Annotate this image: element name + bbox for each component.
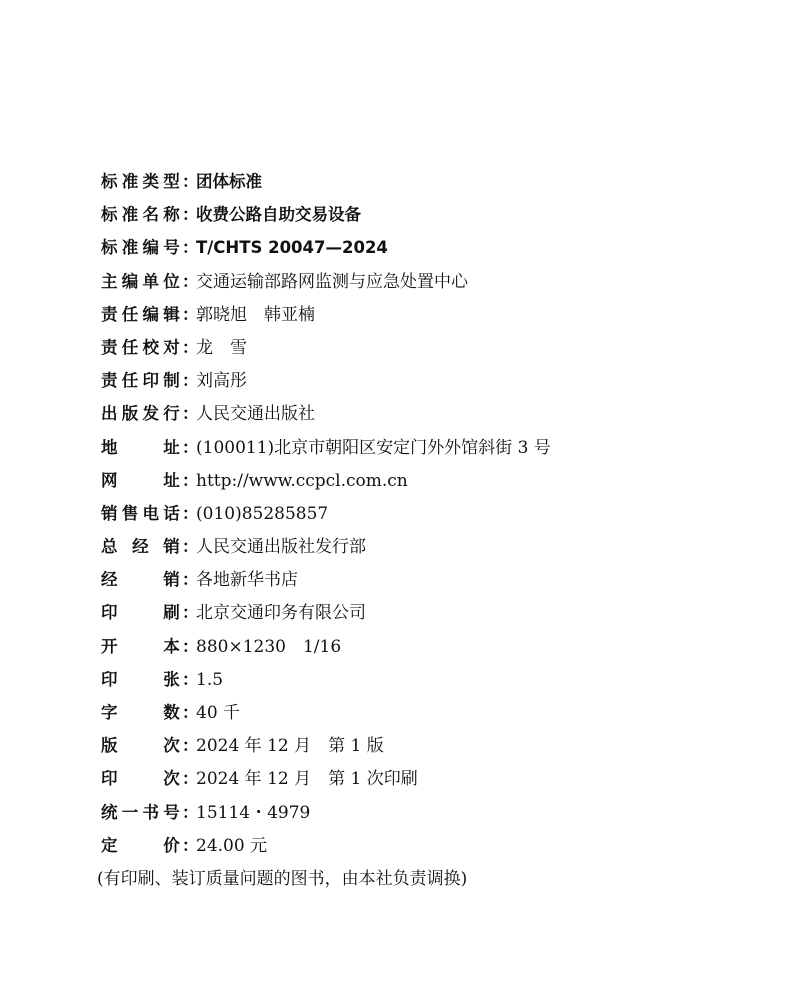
colophon-row: [101, 200, 741, 233]
field-separator: ：: [182, 337, 199, 357]
field-separator: ：: [182, 835, 199, 855]
field-label: 总 经 销: [101, 537, 180, 557]
field-value: (100011)北京市朝阳区安定门外外馆斜街 3 号: [196, 437, 551, 458]
colophon-row: [101, 366, 741, 399]
field-separator: ：: [182, 371, 199, 391]
field-label: 责任编辑: [101, 304, 180, 324]
field-separator: ：: [182, 503, 199, 523]
colophon-row: [101, 300, 741, 333]
field-separator: ：: [182, 736, 199, 756]
field-separator: ：: [182, 669, 199, 689]
field-label: 标准编号: [101, 238, 180, 258]
colophon-row: [101, 731, 741, 764]
colophon-row: [101, 764, 741, 797]
colophon-row: [101, 798, 741, 831]
colophon-row: [101, 167, 741, 200]
field-value: 2024 年 12 月 第 1 版: [196, 736, 384, 757]
field-value: 人民交通出版社: [196, 404, 315, 425]
colophon-row: [101, 632, 741, 665]
colophon-row: [101, 565, 741, 598]
field-separator: ：: [182, 271, 199, 291]
field-value: 各地新华书店: [196, 570, 298, 591]
field-value: 北京交通印务有限公司: [196, 603, 366, 624]
field-separator: ：: [182, 304, 199, 324]
field-label: 标准名称: [101, 205, 180, 225]
field-label: 版 次: [101, 736, 180, 756]
field-label: 责任校对: [101, 337, 180, 357]
colophon-row: [101, 399, 741, 432]
colophon-rows: [101, 167, 741, 864]
colophon-row: [101, 831, 741, 864]
field-separator: ：: [182, 238, 199, 258]
field-value: 1.5: [196, 669, 224, 690]
field-label: 销售电话: [101, 503, 180, 523]
colophon-row: [101, 333, 741, 366]
field-separator: ：: [182, 437, 199, 457]
field-value: 龙 雪: [196, 337, 247, 358]
field-separator: ：: [182, 603, 199, 623]
field-label: 定 价: [101, 835, 180, 855]
field-value: 40 千: [196, 703, 241, 723]
field-label: 统一书号: [101, 802, 180, 822]
field-value: (010)85285857: [196, 503, 329, 524]
field-label: 开 本: [101, 636, 180, 656]
field-value: 郭晓旭 韩亚楠: [196, 304, 315, 325]
field-value: 24.00 元: [196, 835, 268, 856]
field-label: 地 址: [101, 437, 180, 457]
field-separator: ：: [182, 769, 199, 789]
colophon-row: [101, 433, 741, 466]
field-value: 15114・4979: [196, 802, 311, 823]
colophon-row: [101, 466, 741, 499]
colophon-row: [101, 267, 741, 300]
field-label: 字 数: [101, 703, 180, 722]
field-separator: ：: [182, 703, 199, 722]
field-label: 印 张: [101, 669, 180, 689]
field-separator: ：: [182, 802, 199, 822]
field-value: T/CHTS 20047—2024: [196, 238, 388, 258]
field-value: 收费公路自助交易设备: [196, 205, 361, 225]
field-label: 主编单位: [101, 271, 180, 291]
field-separator: ：: [182, 537, 199, 557]
colophon-row: [101, 665, 741, 698]
field-separator: ：: [182, 205, 199, 225]
field-label: 印 刷: [101, 603, 180, 623]
field-separator: ：: [182, 570, 199, 590]
field-separator: ：: [182, 404, 199, 424]
colophon-row: [101, 532, 741, 565]
field-label: 出版发行: [101, 404, 180, 424]
field-label: 标准类型: [101, 172, 180, 191]
colophon-row: [101, 499, 741, 532]
field-value: 人民交通出版社发行部: [196, 537, 366, 558]
field-value: 交通运输部路网监测与应急处置中心: [196, 271, 468, 292]
colophon-row: [101, 233, 741, 266]
field-label: 网 址: [101, 470, 180, 490]
field-value: 2024 年 12 月 第 1 次印刷: [196, 769, 418, 790]
footnote: (有印刷、装订质量问题的图书，由本社负责调换): [97, 868, 468, 889]
colophon-row: [101, 598, 741, 631]
field-label: 责任印制: [101, 371, 180, 391]
field-separator: ：: [182, 636, 199, 656]
field-value: http://www.ccpcl.com.cn: [196, 470, 408, 491]
field-label: 经 销: [101, 570, 180, 590]
field-separator: ：: [182, 172, 199, 191]
field-value: 刘高彤: [196, 371, 247, 392]
field-value: 团体标准: [196, 172, 262, 191]
field-separator: ：: [182, 470, 199, 490]
colophon-row: [101, 698, 741, 731]
field-value: 880×1230 1/16: [196, 636, 342, 657]
colophon: [97, 167, 741, 897]
field-label: 印 次: [101, 769, 180, 789]
